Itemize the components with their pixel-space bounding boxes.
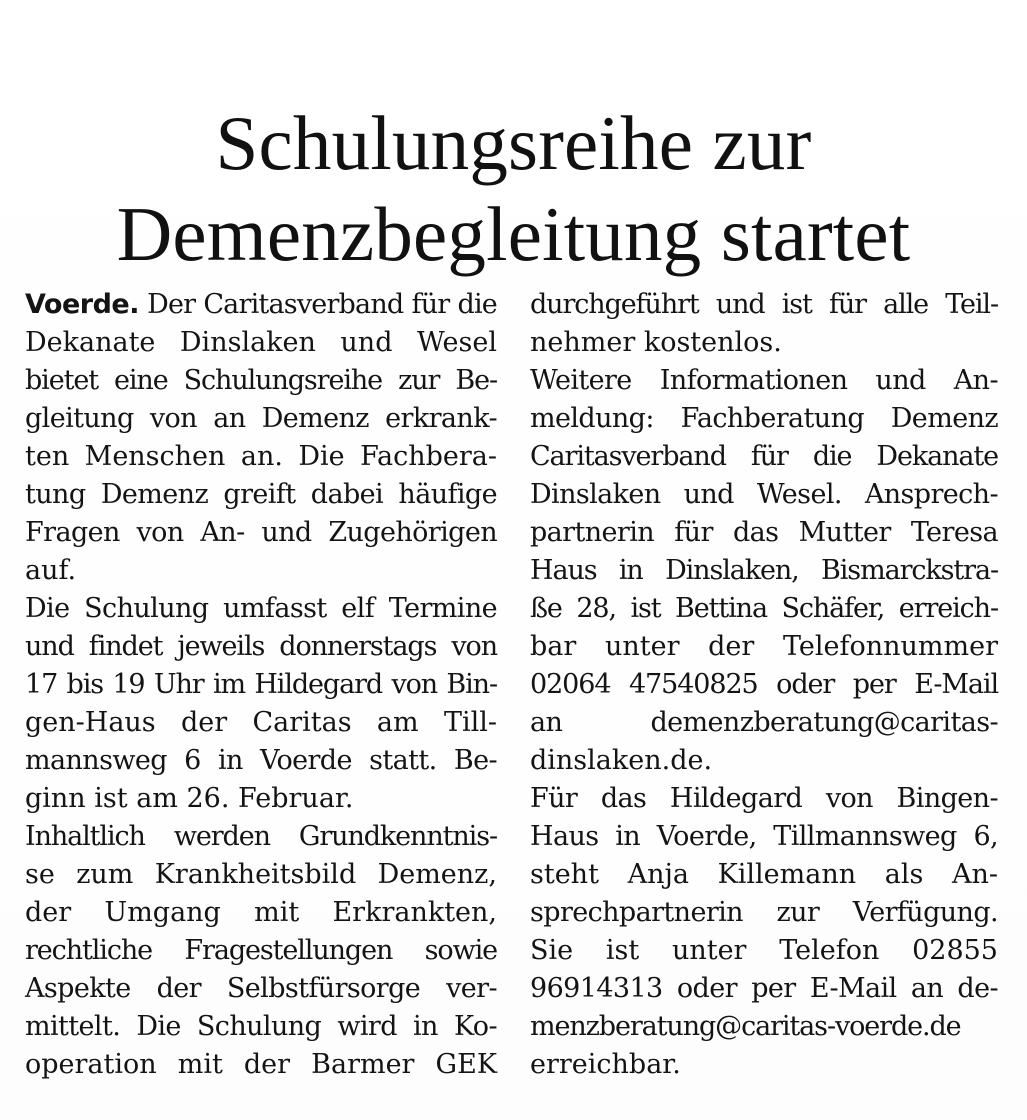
text-line: tung Demenz greift dabei häufige	[25, 479, 497, 510]
text-line: Die Schulung umfasst elf Termine	[25, 593, 497, 624]
text-line: 17 bis 19 Uhr im Hildegard von Bin-	[25, 669, 497, 700]
text-line: bietet eine Schulungsreihe zur Be-	[25, 365, 497, 396]
text-line: 96914313 oder per E-Mail an de-	[530, 973, 998, 1004]
article-headline	[0, 98, 1027, 280]
text-line: menzberatung@caritas-voerde.de	[530, 1011, 961, 1042]
text-line: der Umgang mit Erkrankten,	[25, 897, 497, 928]
text-line: mittelt. Die Schulung wird in Ko-	[25, 1011, 497, 1042]
text-line: mannsweg 6 in Voerde statt. Be-	[25, 745, 497, 776]
article-column-left	[25, 286, 497, 1084]
text-line: Aspekte der Selbstfürsorge ver-	[25, 973, 497, 1004]
text-line: durchgeführt und ist für alle Teil-	[530, 289, 998, 320]
text-line-content: Der Caritasverband für die	[147, 289, 497, 320]
text-line: Dinslaken und Wesel. Ansprech-	[530, 479, 998, 510]
text-line: operation mit der Barmer GEK	[25, 1049, 497, 1080]
text-line: ten Menschen an. Die Fachbera-	[25, 441, 497, 472]
text-line: 02064 47540825 oder per E-Mail	[530, 669, 998, 700]
text-line: sprechpartnerin zur Verfügung.	[530, 897, 998, 928]
text-line: se zum Krankheitsbild Demenz,	[25, 859, 497, 890]
text-line: dinslaken.de.	[530, 745, 713, 776]
text-line: Fragen von An- und Zugehörigen	[25, 517, 497, 548]
article-column-right	[530, 286, 998, 1084]
text-line: Inhaltlich werden Grundkenntnis-	[25, 821, 497, 852]
dateline: Voerde.	[25, 289, 139, 320]
text-line: ße 28, ist Bettina Schäfer, erreich-	[530, 593, 998, 624]
text-line: Haus in Voerde, Tillmannsweg 6,	[530, 821, 998, 852]
text-line: partnerin für das Mutter Teresa	[530, 517, 998, 548]
headline-line-2: Demenzbegleitung startet	[116, 190, 911, 277]
headline-line-1: Schulungsreihe zur	[215, 99, 812, 186]
text-line: Sie ist unter Telefon 02855	[530, 935, 998, 966]
text-line: gen-Haus der Caritas am Till-	[25, 707, 497, 738]
text-line: nehmer kostenlos.	[530, 327, 782, 358]
text-line: steht Anja Killemann als An-	[530, 859, 998, 890]
text-line: meldung: Fachberatung Demenz	[530, 403, 998, 434]
text-line: an demenzberatung@caritas-	[530, 707, 998, 738]
text-line	[25, 286, 497, 324]
text-line: und findet jeweils donnerstags von	[25, 631, 497, 662]
text-line: Dekanate Dinslaken und Wesel	[25, 327, 497, 358]
text-line: Für das Hildegard von Bingen-	[530, 783, 998, 814]
text-line: bar unter der Telefonnummer	[530, 631, 998, 662]
text-line: ginn ist am 26. Februar.	[25, 783, 354, 814]
text-line: Caritasverband für die Dekanate	[530, 441, 998, 472]
text-line: erreichbar.	[530, 1049, 681, 1080]
text-line: Haus in Dinslaken, Bismarckstra-	[530, 555, 998, 586]
text-line: gleitung von an Demenz erkrank-	[25, 403, 497, 434]
text-line: rechtliche Fragestellungen sowie	[25, 935, 497, 966]
text-line: Weitere Informationen und An-	[530, 365, 998, 396]
text-line: auf.	[25, 555, 77, 586]
